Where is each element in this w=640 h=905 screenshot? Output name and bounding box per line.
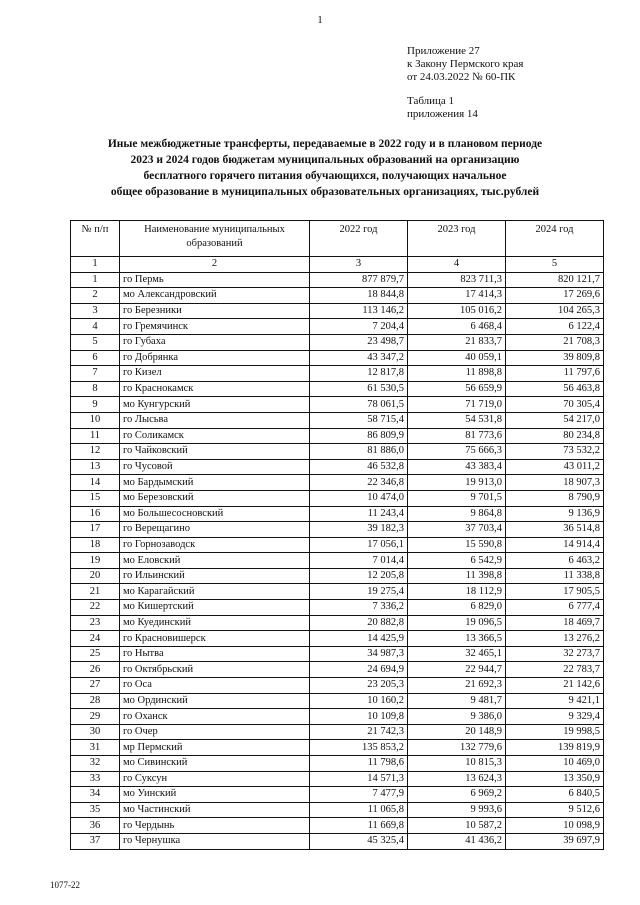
row-number: 20 (71, 568, 120, 584)
row-number: 19 (71, 553, 120, 569)
table-row (71, 303, 604, 319)
value-2023: 9 701,5 (408, 490, 506, 506)
title-line-4: общее образование в муниципальных образовательных организациях, тыс.рублей (110, 186, 540, 198)
municipality-name: го Очер (120, 724, 310, 740)
value-2023: 56 659,9 (408, 381, 506, 397)
table-row (71, 615, 604, 631)
value-2022: 135 853,2 (310, 740, 408, 756)
table-row (71, 334, 604, 350)
row-number: 5 (71, 334, 120, 350)
value-2022: 11 798,6 (310, 756, 408, 772)
municipality-name: го Соликамск (120, 428, 310, 444)
municipality-name: мо Кунгурский (120, 397, 310, 413)
table-row (71, 600, 604, 616)
column-index: 4 (408, 257, 506, 273)
value-2023: 54 531,8 (408, 412, 506, 428)
value-2023: 132 779,6 (408, 740, 506, 756)
value-2022: 46 532,8 (310, 459, 408, 475)
table-header-row (71, 221, 604, 257)
value-2024: 13 350,9 (506, 771, 604, 787)
column-index: 2 (120, 257, 310, 273)
value-2023: 6 468,4 (408, 319, 506, 335)
title-line-1: Иные межбюджетные трансферты, передаваемые в 2022 году и в плановом периоде (107, 138, 543, 150)
row-number: 25 (71, 646, 120, 662)
table-row (71, 631, 604, 647)
municipality-name: го Суксун (120, 771, 310, 787)
column-index-row (71, 257, 604, 273)
table-row (71, 678, 604, 694)
appendix-line-2: к Закону Пермского края (407, 58, 524, 70)
header-num: № п/п (71, 221, 120, 257)
value-2023: 9 386,0 (408, 709, 506, 725)
table-row (71, 381, 604, 397)
row-number: 26 (71, 662, 120, 678)
municipality-name: го Чусовой (120, 459, 310, 475)
value-2024: 39 809,8 (506, 350, 604, 366)
municipality-name: мо Бардымский (120, 475, 310, 491)
value-2022: 14 425,9 (310, 631, 408, 647)
value-2023: 823 711,3 (408, 272, 506, 288)
row-number: 27 (71, 678, 120, 694)
appendix-line-1: Приложение 27 (407, 45, 480, 57)
row-number: 2 (71, 288, 120, 304)
value-2022: 45 325,4 (310, 833, 408, 849)
value-2022: 43 347,2 (310, 350, 408, 366)
value-2023: 21 692,3 (408, 678, 506, 694)
table-row (71, 428, 604, 444)
municipality-name: мо Березовский (120, 490, 310, 506)
table-ref-line-1: Таблица 1 (407, 95, 455, 107)
value-2022: 61 530,5 (310, 381, 408, 397)
value-2023: 13 366,5 (408, 631, 506, 647)
table-row (71, 537, 604, 553)
municipality-name: го Лысьва (120, 412, 310, 428)
value-2024: 22 783,7 (506, 662, 604, 678)
value-2024: 11 797,6 (506, 366, 604, 382)
municipality-name: го Октябрьский (120, 662, 310, 678)
value-2022: 86 809,9 (310, 428, 408, 444)
municipality-name: го Верещагино (120, 522, 310, 538)
header-name: Наименование муниципальных образований (120, 221, 310, 257)
value-2022: 7 014,4 (310, 553, 408, 569)
municipality-name: мр Пермский (120, 740, 310, 756)
municipality-name: го Пермь (120, 272, 310, 288)
value-2024: 10 469,0 (506, 756, 604, 772)
row-number: 33 (71, 771, 120, 787)
value-2022: 10 109,8 (310, 709, 408, 725)
value-2022: 22 346,8 (310, 475, 408, 491)
header-2023: 2023 год (408, 221, 506, 257)
value-2024: 21 142,6 (506, 678, 604, 694)
table-row (71, 833, 604, 849)
value-2024: 6 777,4 (506, 600, 604, 616)
row-number: 35 (71, 802, 120, 818)
value-2023: 19 096,5 (408, 615, 506, 631)
row-number: 31 (71, 740, 120, 756)
table-reference (407, 95, 478, 121)
value-2022: 78 061,5 (310, 397, 408, 413)
table-row (71, 724, 604, 740)
table-row (71, 771, 604, 787)
value-2022: 7 204,4 (310, 319, 408, 335)
table-row (71, 787, 604, 803)
row-number: 3 (71, 303, 120, 319)
title-line-3: бесплатного горячего питания обучающихся, получающих начальное (143, 170, 507, 182)
table-row (71, 272, 604, 288)
value-2023: 71 719,0 (408, 397, 506, 413)
value-2022: 11 669,8 (310, 818, 408, 834)
row-number: 18 (71, 537, 120, 553)
municipality-name: го Гремячинск (120, 319, 310, 335)
row-number: 24 (71, 631, 120, 647)
row-number: 14 (71, 475, 120, 491)
table-row (71, 553, 604, 569)
column-index: 5 (506, 257, 604, 273)
value-2024: 9 136,9 (506, 506, 604, 522)
value-2022: 17 056,1 (310, 537, 408, 553)
value-2023: 32 465,1 (408, 646, 506, 662)
row-number: 13 (71, 459, 120, 475)
value-2024: 10 098,9 (506, 818, 604, 834)
value-2023: 37 703,4 (408, 522, 506, 538)
value-2024: 6 463,2 (506, 553, 604, 569)
table-row (71, 740, 604, 756)
municipality-name: го Ильинский (120, 568, 310, 584)
municipality-name: го Губаха (120, 334, 310, 350)
row-number: 23 (71, 615, 120, 631)
municipality-name: го Березники (120, 303, 310, 319)
value-2024: 54 217,0 (506, 412, 604, 428)
municipality-name: го Нытва (120, 646, 310, 662)
value-2022: 23 498,7 (310, 334, 408, 350)
value-2023: 81 773,6 (408, 428, 506, 444)
value-2024: 19 998,5 (506, 724, 604, 740)
row-number: 21 (71, 584, 120, 600)
value-2024: 36 514,8 (506, 522, 604, 538)
value-2024: 70 305,4 (506, 397, 604, 413)
row-number: 32 (71, 756, 120, 772)
table-row (71, 288, 604, 304)
row-number: 12 (71, 444, 120, 460)
value-2024: 11 338,8 (506, 568, 604, 584)
municipality-name: мо Александровский (120, 288, 310, 304)
row-number: 7 (71, 366, 120, 382)
value-2023: 20 148,9 (408, 724, 506, 740)
header-2022: 2022 год (310, 221, 408, 257)
value-2022: 58 715,4 (310, 412, 408, 428)
table-row (71, 475, 604, 491)
table-row (71, 802, 604, 818)
row-number: 6 (71, 350, 120, 366)
value-2023: 6 542,9 (408, 553, 506, 569)
value-2023: 11 898,8 (408, 366, 506, 382)
row-number: 22 (71, 600, 120, 616)
table-row (71, 444, 604, 460)
value-2022: 12 817,8 (310, 366, 408, 382)
value-2024: 6 840,5 (506, 787, 604, 803)
document-title (60, 136, 590, 200)
row-number: 36 (71, 818, 120, 834)
value-2024: 43 011,2 (506, 459, 604, 475)
value-2022: 23 205,3 (310, 678, 408, 694)
value-2024: 9 421,1 (506, 693, 604, 709)
row-number: 30 (71, 724, 120, 740)
table-row (71, 412, 604, 428)
value-2023: 22 944,7 (408, 662, 506, 678)
value-2023: 9 481,7 (408, 693, 506, 709)
value-2022: 877 879,7 (310, 272, 408, 288)
row-number: 11 (71, 428, 120, 444)
municipality-name: го Добрянка (120, 350, 310, 366)
table-row (71, 506, 604, 522)
value-2022: 24 694,9 (310, 662, 408, 678)
value-2024: 8 790,9 (506, 490, 604, 506)
value-2023: 15 590,8 (408, 537, 506, 553)
value-2023: 10 815,3 (408, 756, 506, 772)
municipality-name: мо Кишертский (120, 600, 310, 616)
value-2022: 11 065,8 (310, 802, 408, 818)
row-number: 8 (71, 381, 120, 397)
value-2023: 75 666,3 (408, 444, 506, 460)
table-row (71, 756, 604, 772)
municipality-name: го Кизел (120, 366, 310, 382)
table-row (71, 584, 604, 600)
value-2024: 39 697,9 (506, 833, 604, 849)
header-2024: 2024 год (506, 221, 604, 257)
row-number: 37 (71, 833, 120, 849)
value-2022: 10 474,0 (310, 490, 408, 506)
row-number: 10 (71, 412, 120, 428)
municipality-name: мо Частинский (120, 802, 310, 818)
value-2024: 6 122,4 (506, 319, 604, 335)
page-number: 1 (317, 14, 323, 26)
municipality-name: го Чайковский (120, 444, 310, 460)
municipality-name: го Горнозаводск (120, 537, 310, 553)
table-row (71, 490, 604, 506)
row-number: 34 (71, 787, 120, 803)
municipality-name: го Чердынь (120, 818, 310, 834)
table-row (71, 319, 604, 335)
column-index: 1 (71, 257, 120, 273)
value-2022: 21 742,3 (310, 724, 408, 740)
value-2023: 18 112,9 (408, 584, 506, 600)
value-2023: 13 624,3 (408, 771, 506, 787)
table-row (71, 646, 604, 662)
value-2023: 17 414,3 (408, 288, 506, 304)
row-number: 1 (71, 272, 120, 288)
value-2024: 9 512,6 (506, 802, 604, 818)
value-2024: 139 819,9 (506, 740, 604, 756)
appendix-line-3: от 24.03.2022 № 60-ПК (407, 71, 516, 83)
table-row (71, 709, 604, 725)
value-2022: 34 987,3 (310, 646, 408, 662)
value-2023: 9 993,6 (408, 802, 506, 818)
value-2023: 105 016,2 (408, 303, 506, 319)
value-2023: 40 059,1 (408, 350, 506, 366)
municipality-name: мо Большесосновский (120, 506, 310, 522)
value-2023: 21 833,7 (408, 334, 506, 350)
value-2024: 56 463,8 (506, 381, 604, 397)
municipality-name: мо Ординский (120, 693, 310, 709)
value-2024: 32 273,7 (506, 646, 604, 662)
row-number: 16 (71, 506, 120, 522)
value-2022: 18 844,8 (310, 288, 408, 304)
table-row (71, 818, 604, 834)
value-2023: 11 398,8 (408, 568, 506, 584)
municipality-name: мо Куединский (120, 615, 310, 631)
municipality-name: го Оса (120, 678, 310, 694)
municipality-name: мо Еловский (120, 553, 310, 569)
value-2022: 10 160,2 (310, 693, 408, 709)
table-row (71, 693, 604, 709)
value-2024: 80 234,8 (506, 428, 604, 444)
value-2022: 7 477,9 (310, 787, 408, 803)
municipality-name: го Оханск (120, 709, 310, 725)
value-2022: 14 571,3 (310, 771, 408, 787)
table-row (71, 662, 604, 678)
value-2024: 18 469,7 (506, 615, 604, 631)
row-number: 29 (71, 709, 120, 725)
row-number: 4 (71, 319, 120, 335)
value-2022: 12 205,8 (310, 568, 408, 584)
value-2022: 81 886,0 (310, 444, 408, 460)
table-body (71, 257, 604, 850)
value-2023: 6 969,2 (408, 787, 506, 803)
table-row (71, 568, 604, 584)
value-2024: 104 265,3 (506, 303, 604, 319)
municipality-name: мо Уинский (120, 787, 310, 803)
table-row (71, 459, 604, 475)
value-2024: 14 914,4 (506, 537, 604, 553)
column-index: 3 (310, 257, 408, 273)
table-row (71, 522, 604, 538)
value-2022: 20 882,8 (310, 615, 408, 631)
value-2024: 17 269,6 (506, 288, 604, 304)
value-2024: 9 329,4 (506, 709, 604, 725)
value-2023: 43 383,4 (408, 459, 506, 475)
row-number: 28 (71, 693, 120, 709)
value-2022: 39 182,3 (310, 522, 408, 538)
document-code: 1077-22 (50, 880, 80, 890)
value-2022: 7 336,2 (310, 600, 408, 616)
transfers-table (70, 220, 604, 850)
municipality-name: го Чернушка (120, 833, 310, 849)
table-row (71, 350, 604, 366)
value-2024: 18 907,3 (506, 475, 604, 491)
value-2023: 6 829,0 (408, 600, 506, 616)
table-row (71, 366, 604, 382)
municipality-name: го Краснокамск (120, 381, 310, 397)
title-line-2: 2023 и 2024 годов бюджетам муниципальных образований на организацию (130, 154, 520, 166)
value-2024: 73 532,2 (506, 444, 604, 460)
value-2024: 820 121,7 (506, 272, 604, 288)
value-2022: 19 275,4 (310, 584, 408, 600)
value-2022: 113 146,2 (310, 303, 408, 319)
value-2024: 17 905,5 (506, 584, 604, 600)
value-2022: 11 243,4 (310, 506, 408, 522)
appendix-reference (407, 45, 523, 84)
municipality-name: мо Карагайский (120, 584, 310, 600)
value-2023: 9 864,8 (408, 506, 506, 522)
value-2023: 41 436,2 (408, 833, 506, 849)
row-number: 15 (71, 490, 120, 506)
municipality-name: го Красновишерск (120, 631, 310, 647)
row-number: 17 (71, 522, 120, 538)
table-ref-line-2: приложения 14 (407, 108, 478, 120)
value-2023: 19 913,0 (408, 475, 506, 491)
value-2024: 13 276,2 (506, 631, 604, 647)
value-2023: 10 587,2 (408, 818, 506, 834)
value-2024: 21 708,3 (506, 334, 604, 350)
municipality-name: мо Сивинский (120, 756, 310, 772)
row-number: 9 (71, 397, 120, 413)
table-row (71, 397, 604, 413)
